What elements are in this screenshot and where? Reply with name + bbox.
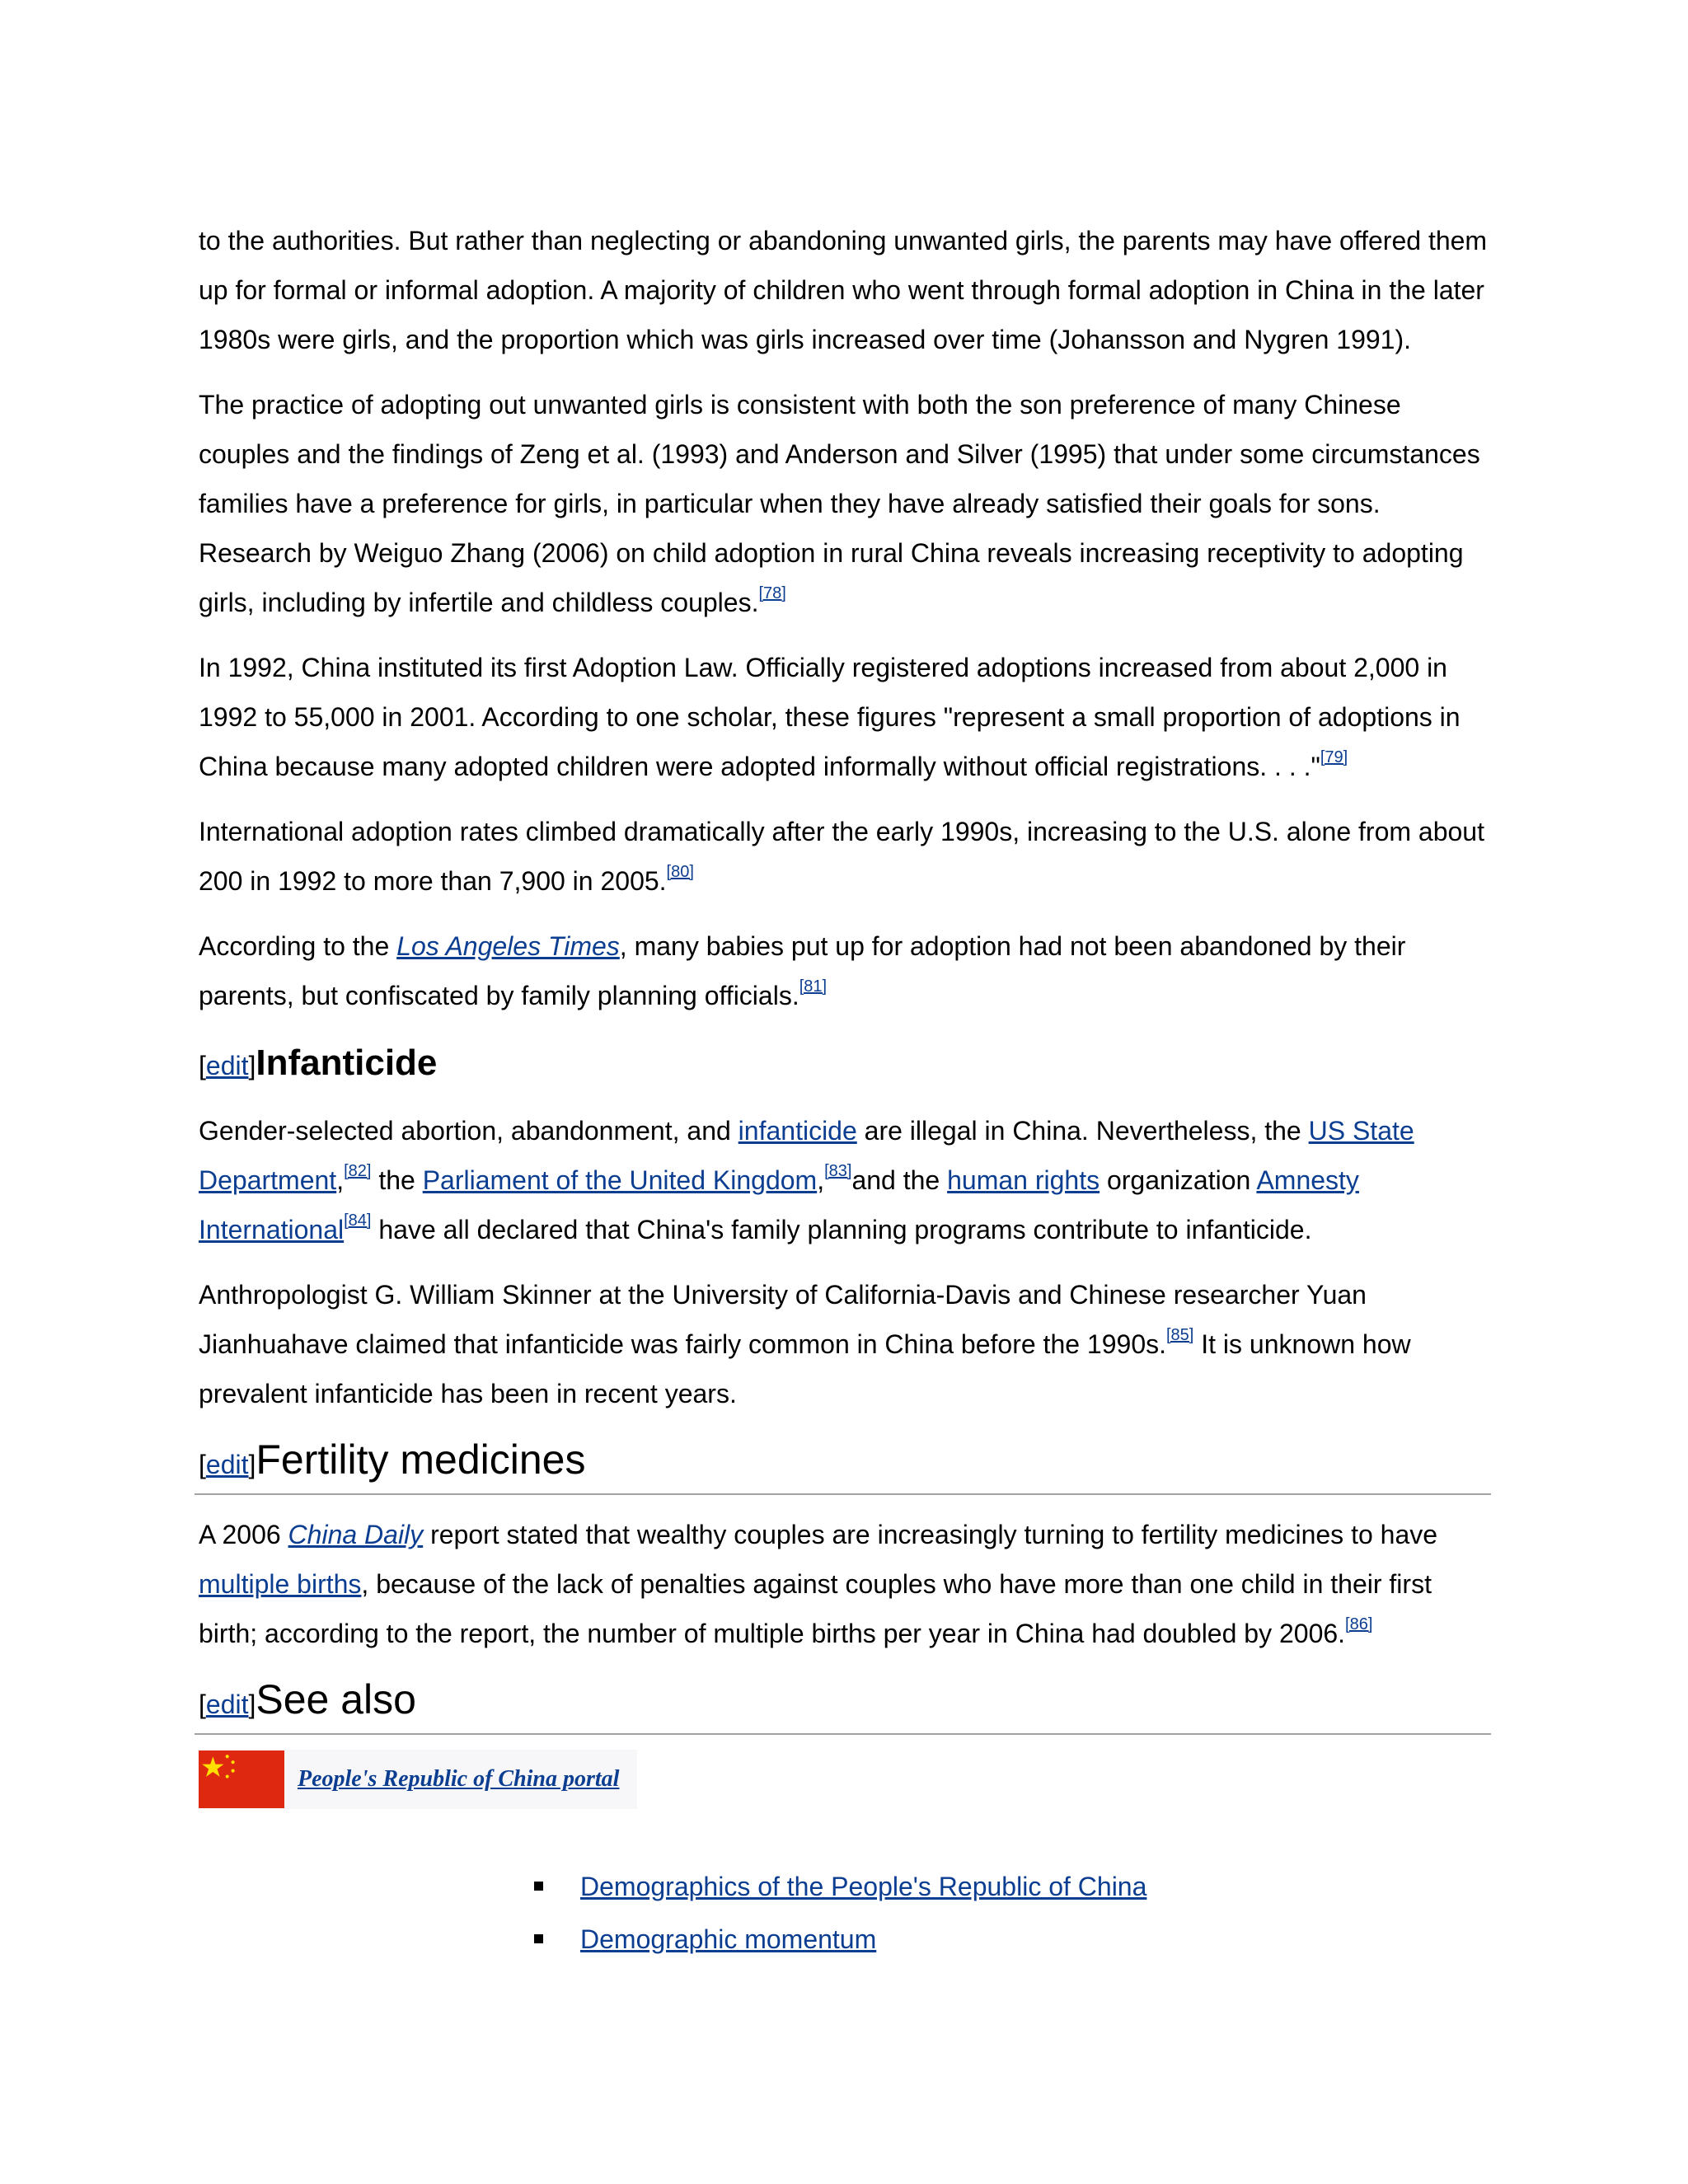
infanticide-heading <box>199 1036 1495 1093</box>
multiple-births-link[interactable]: multiple births <box>199 1569 362 1599</box>
citation-86 <box>1345 1615 1372 1633</box>
text-segment: , many babies put up for adoption had not been abandoned by their parents, but confiscated by family planning officials. <box>199 931 1406 1010</box>
citation-83 <box>824 1162 851 1180</box>
paragraph-china-daily <box>199 1510 1495 1658</box>
china-portal-link[interactable]: People's Republic of China portal <box>298 1766 620 1792</box>
china-daily-link[interactable]: China Daily <box>288 1520 424 1549</box>
citation-81 <box>799 977 827 996</box>
paragraph-adoption-authorities <box>199 216 1495 364</box>
citation-79 <box>1320 748 1348 766</box>
text-segment: , because of the lack of penalties against couples who have more than one child in their first birth; according to the report, the number of multiple births per year in China had doubled by 2006. <box>199 1569 1432 1648</box>
text-segment: and the <box>851 1165 948 1195</box>
list-item <box>531 1913 1495 1966</box>
citation-80-link[interactable]: [80] <box>666 863 694 881</box>
human-rights-link[interactable]: human rights <box>947 1165 1100 1195</box>
amnesty-international-link[interactable]: Amnesty International <box>199 1165 1359 1244</box>
text-segment: According to the <box>199 931 397 961</box>
edit-bracket-close: ] <box>248 1450 256 1479</box>
text-segment: A 2006 <box>199 1520 288 1549</box>
edit-bracket-close: ] <box>248 1051 256 1080</box>
china-flag-icon[interactable] <box>199 1750 284 1808</box>
edit-section-infanticide <box>199 1051 256 1080</box>
parliament-uk-link[interactable]: Parliament of the United Kingdom <box>422 1165 818 1195</box>
us-state-department-link[interactable]: US State Department <box>199 1116 1414 1195</box>
paragraph-international-adoption <box>199 807 1495 906</box>
paragraph-skinner <box>199 1270 1495 1418</box>
paragraph-text: The practice of adopting out unwanted girls is consistent with both the son preference of many Chinese couples and the findings of Zeng et al. (1993) and Anderson and Silver (1995) that under some circumstances families have a preference for girls, in particular when they have already satisfied their goals for sons. Research by Weiguo Zhang (2006) on child adoption in rural China reveals increasing receptivity to adopting girls, including by infertile and childless couples. <box>199 390 1480 617</box>
text-segment: have all declared that China's family planning programs contribute to infanticide. <box>371 1215 1312 1244</box>
article-content <box>199 216 1495 1966</box>
text-segment: It is unknown how prevalent infanticide has been in recent years. <box>199 1329 1411 1408</box>
citation-84 <box>344 1212 371 1230</box>
china-flag-svg <box>199 1750 284 1808</box>
demographic-momentum-link[interactable]: Demographic momentum <box>580 1924 877 1954</box>
infanticide-link[interactable]: infanticide <box>738 1116 857 1146</box>
bullet-icon <box>534 1882 543 1891</box>
text-segment: , <box>336 1165 345 1195</box>
see-also-title: See also <box>256 1676 416 1722</box>
edit-bracket-open: [ <box>199 1051 206 1080</box>
text-segment: , <box>817 1165 825 1195</box>
flag-small-star <box>226 1755 229 1758</box>
citation-78 <box>758 584 785 602</box>
text-segment: Gender-selected abortion, abandonment, and <box>199 1116 738 1146</box>
infanticide-title: Infanticide <box>256 1043 438 1083</box>
list-item <box>531 1860 1495 1913</box>
paragraph-text: to the authorities. But rather than neglecting or abandoning unwanted girls, the parents may have offered them up for formal or informal adoption. A majority of children who went through formal adoption in China in the later 1980s were girls, and the proportion which was girls increased over time (Johansson and Nygren 1991). <box>199 226 1488 354</box>
edit-bracket-open: [ <box>199 1450 206 1479</box>
see-also-list <box>199 1860 1495 1966</box>
paragraph-la-times <box>199 921 1495 1020</box>
citation-85-link[interactable]: [85] <box>1166 1326 1194 1344</box>
paragraph-text: In 1992, China instituted its first Adoption Law. Officially registered adoptions increased from about 2,000 in 1992 to 55,000 in 2001. According to one scholar, these figures "represent a small proportion of adoptions in China because many adopted children were adopted informally without official registrations. . . ." <box>199 653 1461 781</box>
flag-small-star <box>226 1774 229 1778</box>
los-angeles-times-link[interactable]: Los Angeles Times <box>396 931 620 961</box>
text-segment: the <box>371 1165 423 1195</box>
flag-small-star <box>232 1769 235 1773</box>
paragraph-infanticide-illegal <box>199 1106 1495 1254</box>
edit-bracket-open: [ <box>199 1690 206 1719</box>
edit-link-fertility[interactable]: edit <box>205 1450 249 1479</box>
citation-79-link[interactable]: [79] <box>1320 748 1348 766</box>
paragraph-adoption-preference <box>199 380 1495 627</box>
citation-80 <box>667 863 694 881</box>
edit-section-fertility <box>199 1450 256 1479</box>
edit-bracket-close: ] <box>248 1690 256 1719</box>
china-portal-box <box>199 1750 637 1809</box>
citation-78-link[interactable]: [78] <box>758 584 786 602</box>
edit-link-infanticide[interactable]: edit <box>205 1051 249 1080</box>
demographics-prc-link[interactable]: Demographics of the People's Republic of China <box>580 1872 1147 1901</box>
text-segment: Anthropologist G. William Skinner at the University of California-Davis and Chinese researcher Yuan Jianhuahave claimed that infanticide was fairly common in China before the 1990s. <box>199 1280 1367 1359</box>
citation-82 <box>344 1162 371 1180</box>
paragraph-adoption-law <box>199 643 1495 791</box>
paragraph-text: International adoption rates climbed dramatically after the early 1990s, increasing to the U.S. alone from about 200 in 1992 to more than 7,900 in 2005. <box>199 817 1484 896</box>
citation-84-link[interactable]: [84] <box>344 1212 372 1230</box>
flag-small-star <box>232 1760 235 1764</box>
text-segment: organization <box>1100 1165 1257 1195</box>
text-segment: report stated that wealthy couples are increasingly turning to fertility medicines to have <box>423 1520 1438 1549</box>
citation-86-link[interactable]: [86] <box>1345 1615 1373 1633</box>
edit-link-see-also[interactable]: edit <box>205 1690 249 1719</box>
text-segment: are illegal in China. Nevertheless, the <box>856 1116 1309 1146</box>
fertility-medicines-heading <box>195 1434 1491 1495</box>
citation-82-link[interactable]: [82] <box>344 1162 372 1180</box>
see-also-heading <box>195 1674 1491 1735</box>
bullet-icon <box>534 1934 543 1943</box>
citation-85 <box>1166 1326 1193 1344</box>
citation-81-link[interactable]: [81] <box>799 977 828 996</box>
citation-83-link[interactable]: [83] <box>824 1162 852 1180</box>
edit-section-see-also <box>199 1690 256 1719</box>
fertility-medicines-title: Fertility medicines <box>256 1436 586 1483</box>
flag-field <box>199 1750 284 1807</box>
